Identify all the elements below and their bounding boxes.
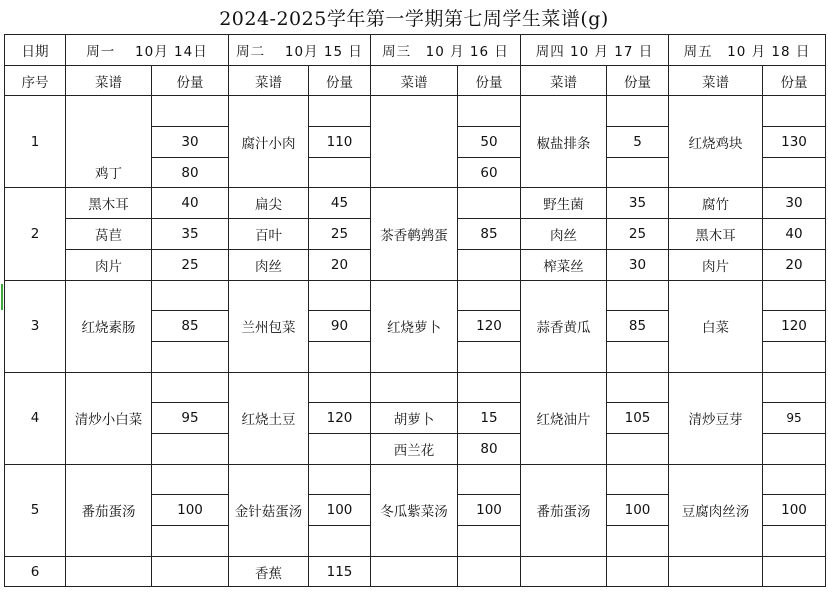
qty-cell[interactable]: 85 <box>458 219 521 250</box>
qty-cell[interactable]: 120 <box>309 403 371 434</box>
dish-cell[interactable]: 豆腐肉丝汤 <box>669 464 763 556</box>
qty-cell[interactable]: 20 <box>309 249 371 280</box>
qty-cell[interactable] <box>309 96 371 127</box>
qty-cell[interactable]: 80 <box>458 433 521 464</box>
qty-cell[interactable]: 40 <box>152 188 229 219</box>
menu-table <box>4 34 826 587</box>
qty-cell[interactable] <box>607 157 669 188</box>
qty-cell[interactable]: 100 <box>458 495 521 526</box>
qty-cell[interactable] <box>152 433 229 464</box>
header-qty-label[interactable]: 份量 <box>309 65 371 96</box>
table-row <box>5 280 826 311</box>
dish-cell[interactable]: 腐汁小肉 <box>229 96 309 188</box>
dish-cell[interactable]: 红烧土豆 <box>229 372 309 464</box>
qty-cell[interactable] <box>309 280 371 311</box>
qty-cell[interactable] <box>309 157 371 188</box>
qty-cell[interactable]: 100 <box>152 495 229 526</box>
header-qty-label[interactable]: 份量 <box>458 65 521 96</box>
header-dish-label[interactable]: 菜谱 <box>669 65 763 96</box>
qty-cell[interactable]: 85 <box>152 311 229 342</box>
qty-cell[interactable]: 25 <box>607 219 669 250</box>
qty-cell[interactable] <box>763 464 826 495</box>
row-index[interactable]: 3 <box>5 280 66 372</box>
dish-cell[interactable]: 椒盐排条 <box>521 96 607 188</box>
dish-cell[interactable]: 红烧鸡块 <box>669 96 763 188</box>
qty-cell[interactable] <box>763 280 826 311</box>
dish-cell[interactable]: 红烧素肠 <box>66 280 152 372</box>
qty-cell[interactable]: 95 <box>763 403 826 434</box>
qty-cell[interactable] <box>607 526 669 557</box>
qty-cell[interactable] <box>458 526 521 557</box>
qty-cell[interactable] <box>607 341 669 372</box>
dish-cell[interactable] <box>66 556 152 587</box>
qty-cell[interactable] <box>458 341 521 372</box>
cell-cursor-marker <box>1 284 3 310</box>
header-dish-label[interactable]: 菜谱 <box>66 65 152 96</box>
qty-cell[interactable] <box>152 341 229 372</box>
row-index[interactable]: 6 <box>5 556 66 587</box>
qty-cell[interactable]: 85 <box>607 311 669 342</box>
dish-cell[interactable] <box>371 96 458 188</box>
header-dish-label[interactable]: 菜谱 <box>521 65 607 96</box>
qty-cell[interactable] <box>152 556 229 587</box>
qty-cell[interactable]: 130 <box>763 127 826 158</box>
qty-cell[interactable] <box>458 464 521 495</box>
header-dish-label[interactable]: 菜谱 <box>229 65 309 96</box>
dish-cell[interactable]: 腐竹 <box>669 188 763 219</box>
header-day-fri[interactable]: 周五 10 月 18 日 <box>669 35 826 66</box>
header-day-tue[interactable]: 周二 10月 15 日 <box>229 35 371 66</box>
qty-cell[interactable]: 25 <box>152 249 229 280</box>
dish-cell[interactable]: 番茄蛋汤 <box>66 464 152 556</box>
dish-cell[interactable]: 兰州包菜 <box>229 280 309 372</box>
dish-cell[interactable]: 肉片 <box>66 249 152 280</box>
qty-cell[interactable] <box>763 372 826 403</box>
header-index-label[interactable]: 序号 <box>5 65 66 96</box>
dish-cell[interactable] <box>66 96 152 157</box>
row-index[interactable]: 4 <box>5 372 66 464</box>
header-qty-label[interactable]: 份量 <box>607 65 669 96</box>
page-title: 2024-2025学年第一学期第七周学生菜谱(g) <box>219 8 609 30</box>
qty-cell[interactable]: 95 <box>152 403 229 434</box>
dish-cell[interactable]: 白菜 <box>669 280 763 372</box>
qty-cell[interactable] <box>607 433 669 464</box>
qty-cell[interactable]: 80 <box>152 157 229 188</box>
dish-cell[interactable]: 红烧萝卜 <box>371 280 458 372</box>
qty-cell[interactable]: 105 <box>607 403 669 434</box>
qty-cell[interactable] <box>152 526 229 557</box>
qty-cell[interactable]: 30 <box>152 127 229 158</box>
dish-cell[interactable]: 肉片 <box>669 249 763 280</box>
qty-cell[interactable]: 35 <box>607 188 669 219</box>
qty-cell[interactable] <box>763 433 826 464</box>
qty-cell[interactable] <box>763 341 826 372</box>
dish-cell[interactable]: 肉丝 <box>229 249 309 280</box>
qty-cell[interactable] <box>152 96 229 127</box>
qty-cell[interactable] <box>458 556 521 587</box>
qty-cell[interactable]: 60 <box>458 157 521 188</box>
qty-cell[interactable] <box>458 249 521 280</box>
qty-cell[interactable] <box>607 556 669 587</box>
qty-cell[interactable] <box>309 372 371 403</box>
dish-cell[interactable]: 黑木耳 <box>66 188 152 219</box>
dish-cell[interactable]: 金针菇蛋汤 <box>229 464 309 556</box>
qty-cell[interactable] <box>458 188 521 219</box>
qty-cell[interactable] <box>152 464 229 495</box>
qty-cell[interactable]: 30 <box>607 249 669 280</box>
dish-cell[interactable]: 百叶 <box>229 219 309 250</box>
qty-cell[interactable]: 115 <box>309 556 371 587</box>
qty-cell[interactable] <box>458 280 521 311</box>
table-row <box>5 96 826 127</box>
table-row <box>5 372 826 403</box>
row-index[interactable]: 1 <box>5 96 66 188</box>
dish-cell[interactable]: 野生菌 <box>521 188 607 219</box>
dish-cell[interactable]: 茶香鹌鹑蛋 <box>371 188 458 280</box>
header-qty-label[interactable]: 份量 <box>763 65 826 96</box>
dish-cell[interactable]: 莴苣 <box>66 219 152 250</box>
qty-cell[interactable] <box>309 341 371 372</box>
header-dish-label[interactable]: 菜谱 <box>371 65 458 96</box>
table-row <box>5 556 826 587</box>
table-row <box>5 188 826 219</box>
header-qty-label[interactable]: 份量 <box>152 65 229 96</box>
qty-cell[interactable] <box>309 433 371 464</box>
qty-cell[interactable] <box>607 96 669 127</box>
qty-cell[interactable] <box>309 464 371 495</box>
qty-cell[interactable]: 110 <box>309 127 371 158</box>
qty-cell[interactable] <box>152 372 229 403</box>
qty-cell[interactable] <box>763 526 826 557</box>
dish-cell[interactable]: 榨菜丝 <box>521 249 607 280</box>
qty-cell[interactable]: 35 <box>152 219 229 250</box>
dish-cell[interactable]: 红烧油片 <box>521 372 607 464</box>
table-row <box>5 464 826 495</box>
qty-cell[interactable]: 120 <box>763 311 826 342</box>
dish-cell[interactable] <box>521 556 607 587</box>
dish-cell[interactable]: 扁尖 <box>229 188 309 219</box>
qty-cell[interactable]: 50 <box>458 127 521 158</box>
qty-cell[interactable]: 15 <box>458 403 521 434</box>
header-day-thu[interactable]: 周四 10 月 17 日 <box>521 35 669 66</box>
row-index[interactable]: 2 <box>5 188 66 280</box>
dish-cell[interactable] <box>371 556 458 587</box>
dish-cell[interactable]: 冬瓜紫菜汤 <box>371 464 458 556</box>
row-index[interactable]: 5 <box>5 464 66 556</box>
qty-cell[interactable]: 30 <box>763 188 826 219</box>
qty-cell[interactable] <box>607 464 669 495</box>
qty-cell[interactable]: 100 <box>763 495 826 526</box>
qty-cell[interactable]: 40 <box>763 219 826 250</box>
dish-cell[interactable]: 蒜香黄瓜 <box>521 280 607 372</box>
dish-cell[interactable]: 肉丝 <box>521 219 607 250</box>
qty-cell[interactable]: 100 <box>309 495 371 526</box>
qty-cell[interactable] <box>763 157 826 188</box>
dish-cell[interactable]: 清炒小白菜 <box>66 372 152 464</box>
qty-cell[interactable] <box>458 96 521 127</box>
qty-cell[interactable]: 90 <box>309 311 371 342</box>
qty-cell[interactable]: 20 <box>763 249 826 280</box>
header-date-label[interactable]: 日期 <box>5 35 66 66</box>
dish-cell[interactable]: 清炒豆芽 <box>669 372 763 464</box>
qty-cell[interactable] <box>763 556 826 587</box>
qty-cell[interactable] <box>607 372 669 403</box>
qty-cell[interactable]: 25 <box>309 219 371 250</box>
dish-cell[interactable] <box>669 556 763 587</box>
dish-cell[interactable]: 西兰花 <box>371 433 458 464</box>
qty-cell[interactable] <box>309 526 371 557</box>
dish-cell[interactable]: 胡萝卜 <box>371 403 458 434</box>
qty-cell[interactable]: 5 <box>607 127 669 158</box>
dish-cell[interactable] <box>371 372 458 403</box>
header-days-row <box>5 35 826 66</box>
dish-cell[interactable]: 番茄蛋汤 <box>521 464 607 556</box>
qty-cell[interactable] <box>763 96 826 127</box>
qty-cell[interactable]: 100 <box>607 495 669 526</box>
qty-cell[interactable]: 120 <box>458 311 521 342</box>
dish-cell[interactable]: 香蕉 <box>229 556 309 587</box>
dish-cell[interactable]: 黑木耳 <box>669 219 763 250</box>
qty-cell[interactable]: 45 <box>309 188 371 219</box>
qty-cell[interactable] <box>607 280 669 311</box>
header-day-wed[interactable]: 周三 10 月 16 日 <box>371 35 521 66</box>
header-columns-row <box>5 65 826 96</box>
dish-cell[interactable]: 鸡丁 <box>66 157 152 188</box>
qty-cell[interactable] <box>458 372 521 403</box>
qty-cell[interactable] <box>152 280 229 311</box>
header-day-mon[interactable]: 周一 10月 14日 <box>66 35 229 66</box>
